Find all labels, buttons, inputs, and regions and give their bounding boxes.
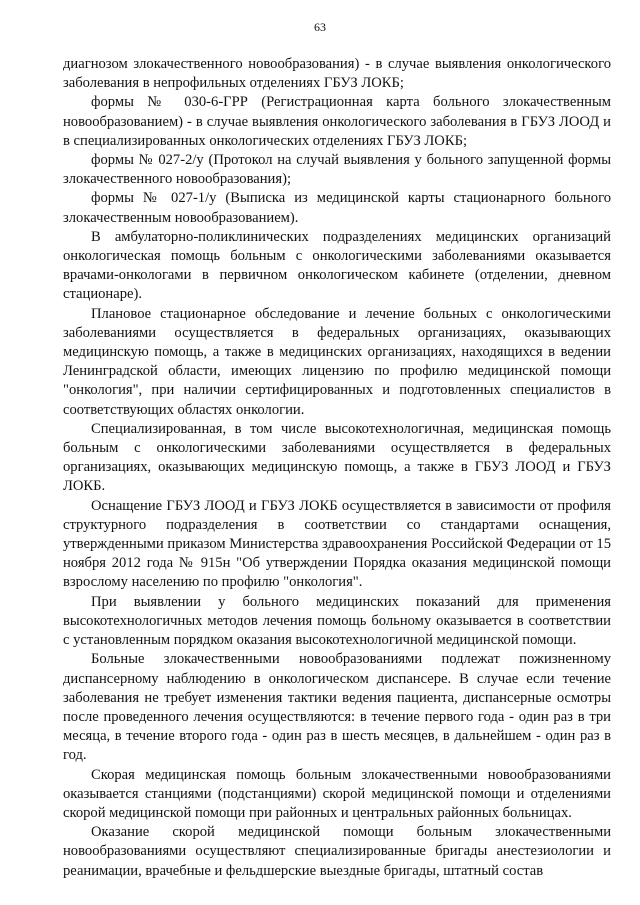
paragraph-4: формы № 027-1/у (Выписка из медицинской карты стационарного больного злокачественным новообразованием).: [63, 190, 611, 226]
paragraph-2: формы № 030-6-ГРР (Регистрационная карта больного злокачественным новообразованием) - в случае выявления онкологического заболевания в ГБУЗ ЛООД и в специализированных онкологических отделениях ГБУЗ ЛОКБ;: [63, 94, 611, 149]
paragraph-5: В амбулаторно-поликлинических подразделениях медицинских организаций онкологическая помощь больным с онкологическими заболеваниями оказывается врачами-онкологами в первичном онкологическом кабинете (отделении, дневном стационаре).: [63, 228, 611, 303]
paragraph-9: При выявлении у больного медицинских показаний для применения высокотехнологичных методов лечения помощь больному оказывается в соответствии с установленным порядком оказания высокотехнологичной медицинской помощи.: [63, 593, 611, 649]
paragraph-6: Плановое стационарное обследование и лечение больных с онкологическими заболеваниями осуществляется в федеральных организациях, оказывающих медицинскую помощь, а также в медицинских организациях, находящихся в ведении Ленинградской области, имеющих лицензию по профилю медицинской помощи "онкология", при наличии сертифицированных и подготовленных специалистов в соответствующих областях онкологии.: [63, 305, 611, 418]
document-body: [63, 55, 611, 881]
paragraph-7: Специализированная, в том числе высокотехнологичная, медицинская помощь больным с онкологическими заболеваниями осуществляется в федеральных организациях, оказывающих медицинскую помощь, а также в ГБУЗ ЛООД и ГБУЗ ЛОКБ.: [63, 420, 611, 495]
paragraph-3: формы № 027-2/у (Протокол на случай выявления у больного запущенной формы злокачественного новообразования);: [63, 152, 611, 188]
paragraph-1: диагнозом злокачественного новообразования) - в случае выявления онкологического заболевания в непрофильных отделениях ГБУЗ ЛОКБ;: [63, 56, 611, 92]
paragraph-11: Скорая медицинская помощь больным злокачественными новообразованиями оказывается станциями (подстанциями) скорой медицинской помощи и отделениями скорой медицинской помощи при районных и центральных районных больницах.: [63, 766, 611, 821]
paragraph-10: Больные злокачественными новообразованиями подлежат пожизненному диспансерному наблюдению в онкологическом диспансере. В случае если течение заболевания не требует изменения тактики ведения пациента, диспансерные осмотры после проведенного лечения осуществляются: в течение первого года - один раз в три месяца, в течение второго года - один раз в шесть месяцев, в дальнейшем - один раз в год.: [63, 651, 611, 764]
page-number: 63: [314, 20, 326, 34]
paragraph-12: Оказание скорой медицинской помощи больным злокачественными новообразованиями осуществляют специализированные бригады анестезиологии и реанимации, врачебные и фельдшерские выездные бригады, штатный состав: [63, 824, 611, 879]
paragraph-8: Оснащение ГБУЗ ЛООД и ГБУЗ ЛОКБ осуществляется в зависимости от профиля структурного подразделения в соответствии со стандартами оснащения, утвержденными приказом Министерства здравоохранения Российской Федерации от 15 ноября 2012 года № 915н "Об утверждении Порядка оказания медицинской помощи взрослому населению по профилю "онкология".: [63, 497, 611, 591]
